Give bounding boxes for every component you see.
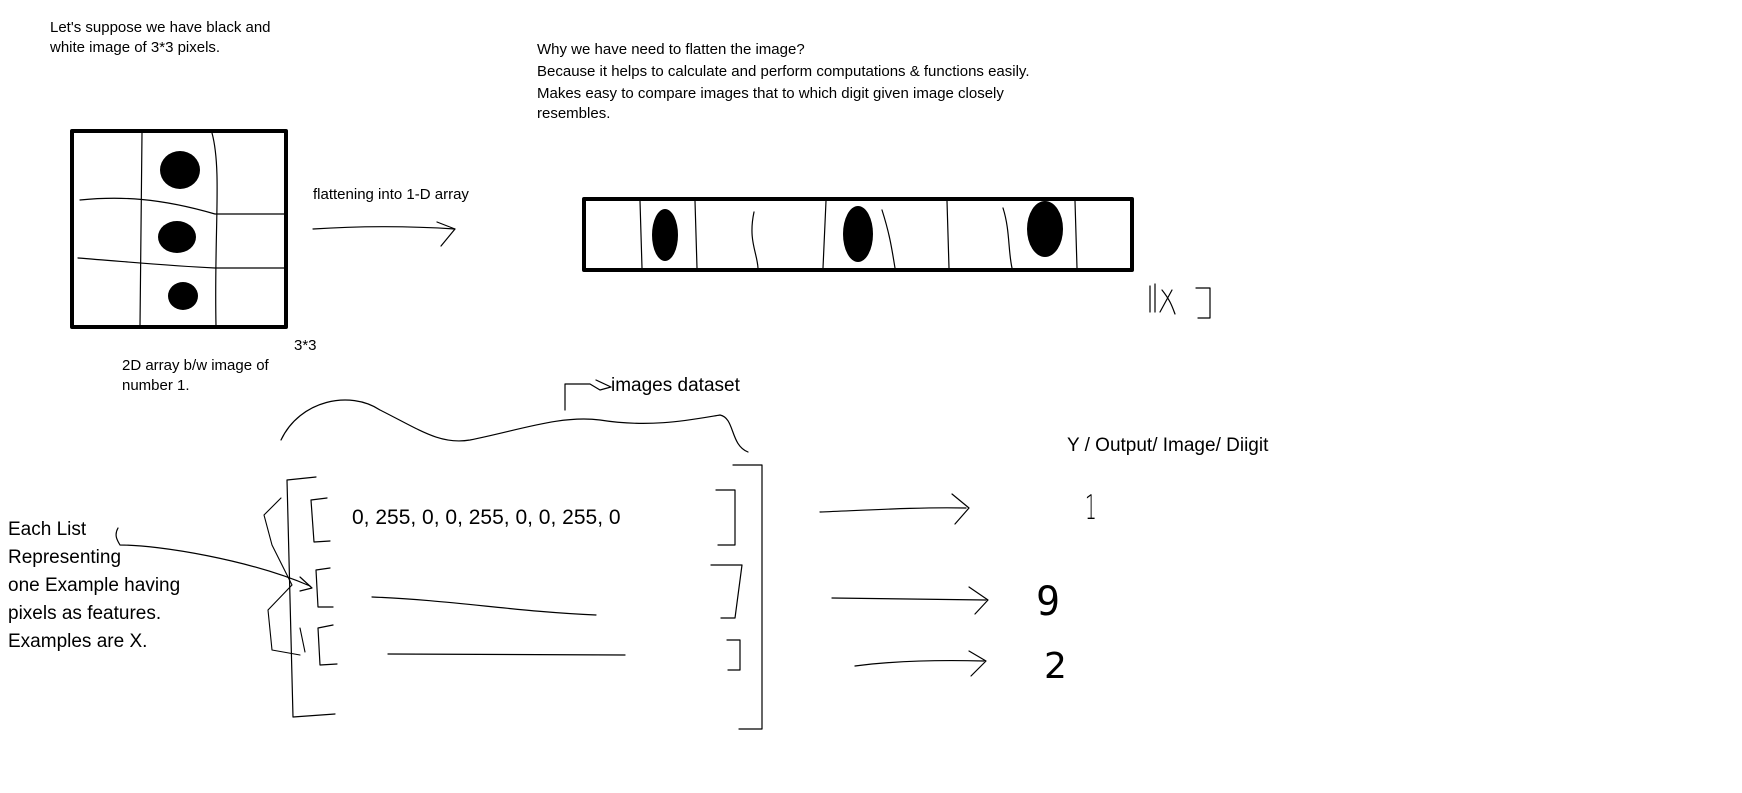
examples-pointer-line — [116, 528, 310, 586]
examples-note: Each List Representing one Example having pixels as features. Examples are X. — [8, 519, 181, 653]
row-2-right-bracket — [711, 565, 742, 618]
size-scribble-1x9 — [1150, 284, 1210, 318]
grid-size-label: 3*3 — [294, 337, 317, 354]
flatten-arrow — [313, 222, 455, 246]
row-3-values-line — [388, 654, 625, 655]
row-2-values-line — [372, 597, 596, 615]
output-arrow-3 — [855, 651, 986, 676]
dataset-row-1-values: 0, 255, 0, 0, 255, 0, 0, 255, 0 — [352, 506, 621, 529]
row-3-left-bracket — [318, 625, 337, 665]
row-3-right-bracket — [727, 640, 740, 670]
row-1-left-bracket — [311, 498, 330, 542]
output-arrow-2 — [832, 587, 988, 614]
flattened-array-ink-blobs — [652, 201, 1063, 262]
pixel-grid-ink-blobs — [158, 151, 200, 310]
why-title: Why we have need to flatten the image? — [537, 41, 805, 58]
output-arrow-1 — [820, 494, 969, 524]
flatten-arrow-label: flattening into 1-D array — [313, 186, 469, 203]
output-label-1: 1 — [1084, 488, 1097, 528]
intro-note: Let's suppose we have black and white image of 3*3 pixels. — [50, 19, 271, 56]
dataset-label-bracket — [565, 380, 611, 410]
row-1-right-bracket — [716, 490, 735, 545]
output-heading: Y / Output/ Image/ Diigit — [1067, 435, 1269, 456]
dataset-brace-label: images dataset — [611, 375, 740, 396]
output-label-2: 9 — [1036, 579, 1061, 625]
dataset-outer-left-bracket — [287, 477, 335, 717]
why-reason-2: Makes easy to compare images that to which digit given image closely resembles. — [537, 85, 1004, 122]
row-2-left-bracket — [316, 568, 333, 607]
output-label-3: 2 — [1044, 646, 1067, 687]
why-reason-1: Because it helps to calculate and perform computations & functions easily. — [537, 63, 1030, 80]
grid-caption: 2D array b/w image of number 1. — [122, 357, 269, 394]
dataset-top-brace — [281, 400, 748, 452]
